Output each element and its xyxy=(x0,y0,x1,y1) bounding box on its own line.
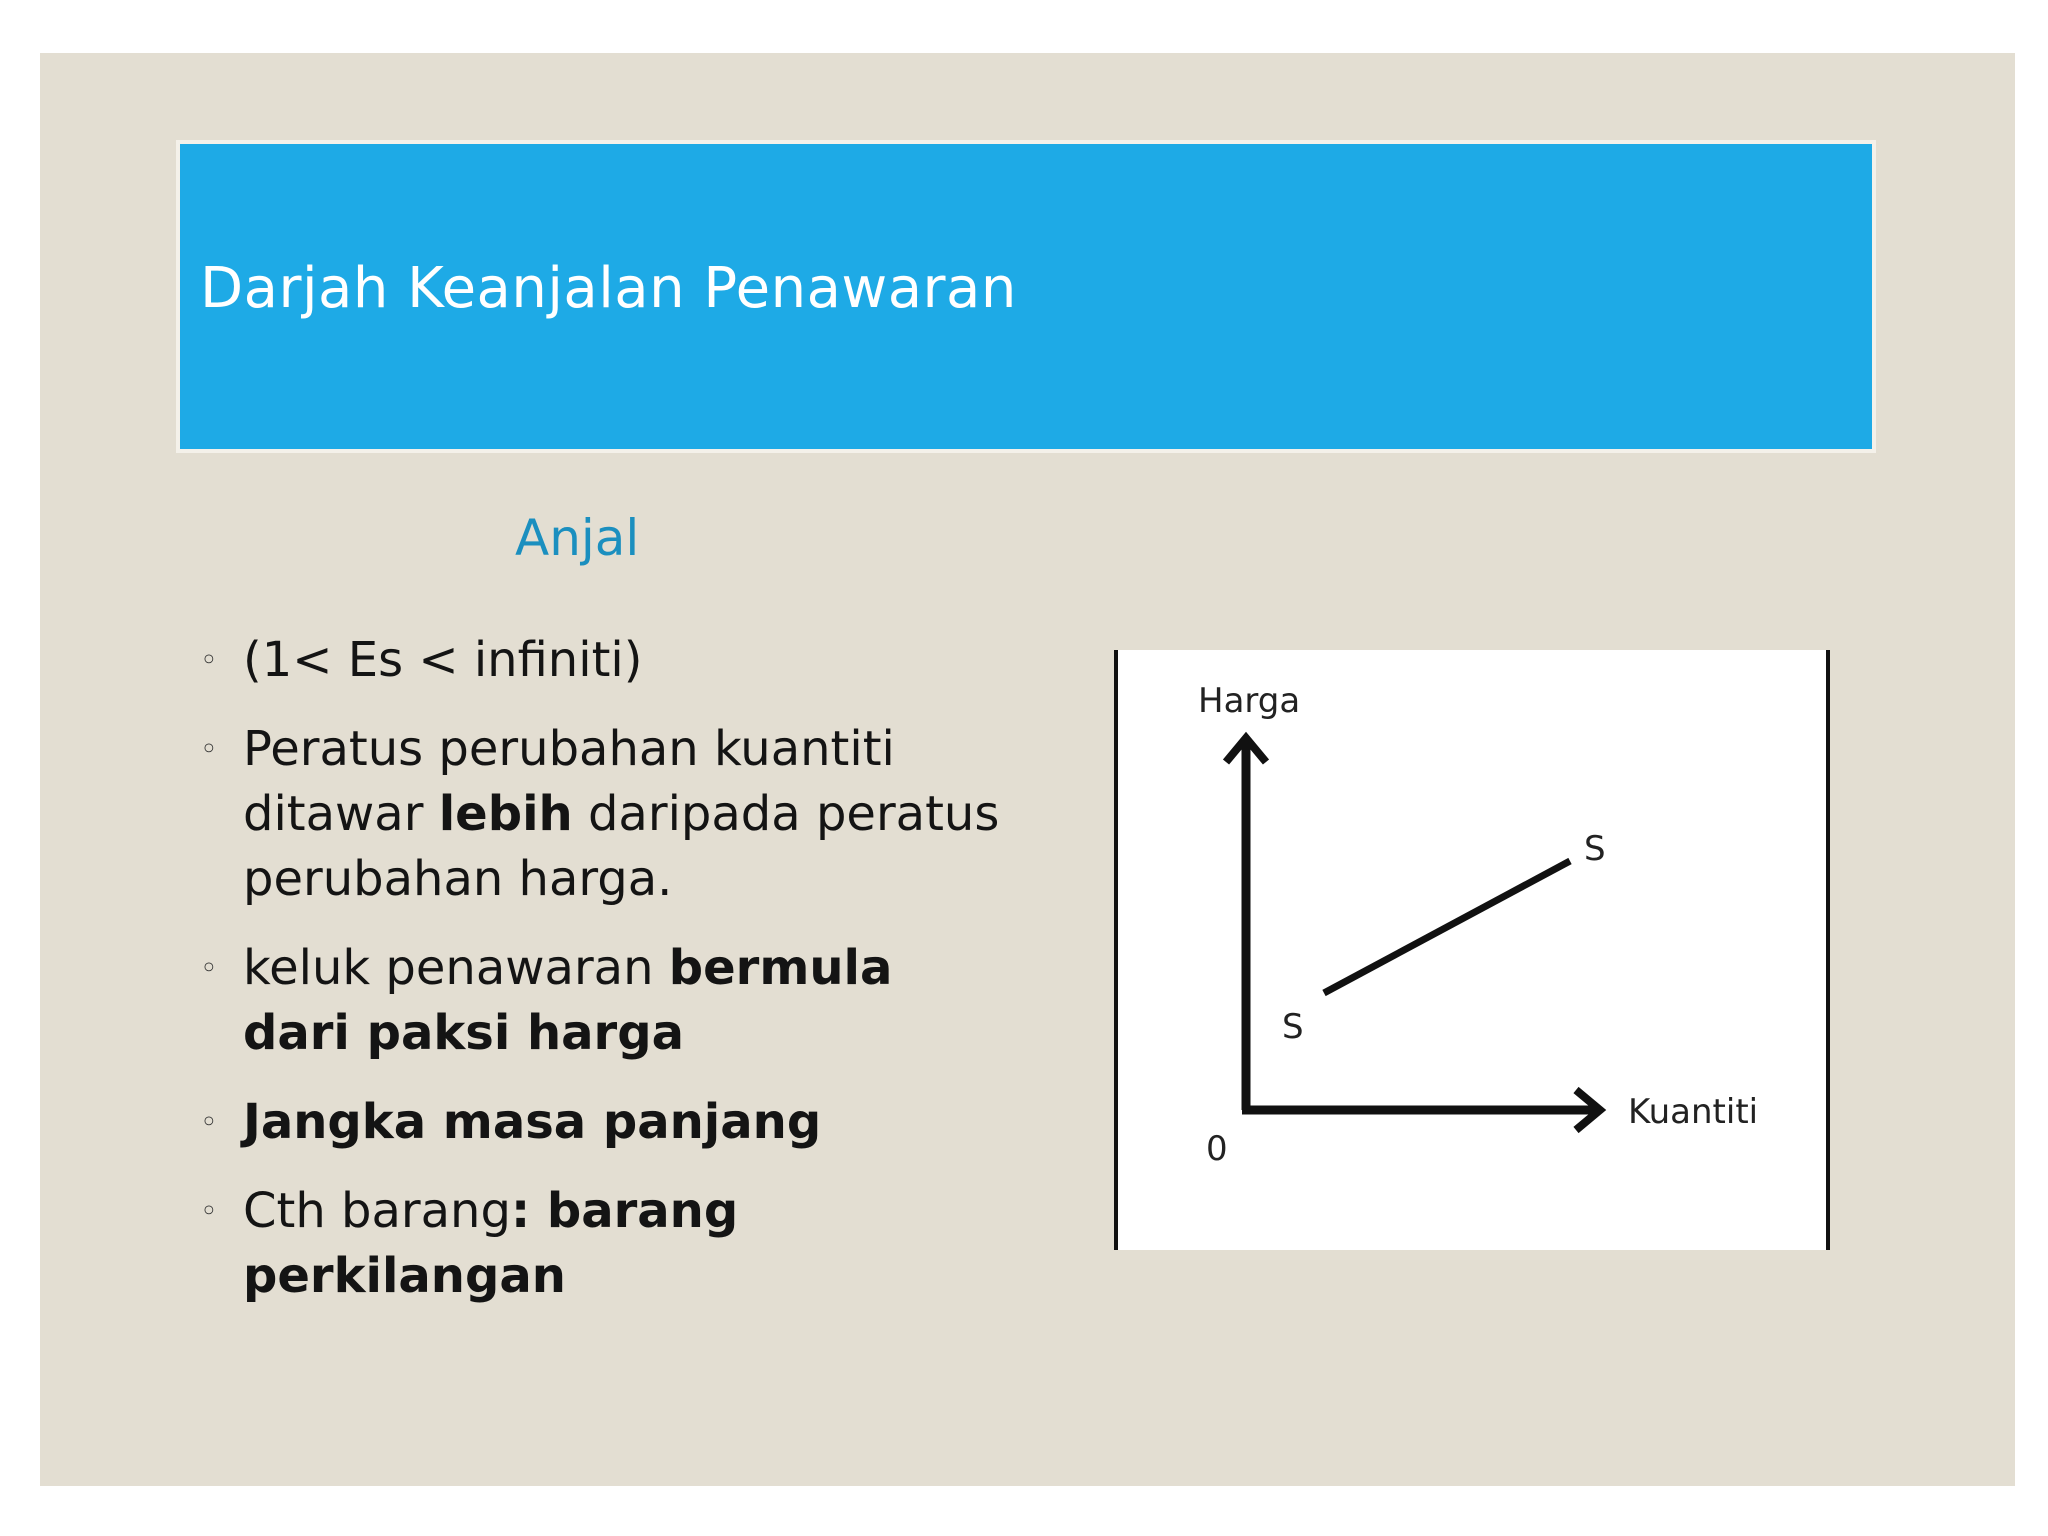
bullet-marker-icon: ◦ xyxy=(200,951,218,986)
bullet-text: keluk penawaran xyxy=(243,940,669,996)
title-bar xyxy=(180,144,1872,449)
bullet-item xyxy=(200,1179,1000,1309)
bullet-marker-icon: ◦ xyxy=(200,732,218,767)
y-axis-label: Harga xyxy=(1198,681,1301,721)
slide-title: Darjah Keanjalan Penawaran xyxy=(200,256,1017,321)
bullet-marker-icon: ◦ xyxy=(200,1105,218,1140)
bullet-item xyxy=(200,1090,1000,1155)
origin-label: 0 xyxy=(1206,1129,1228,1169)
curve-start-label: S xyxy=(1282,1007,1304,1047)
curve-end-label: S xyxy=(1584,829,1606,869)
slide xyxy=(40,53,2015,1486)
supply-curve-diagram xyxy=(1114,650,1830,1250)
bullet-text: (1< Es < infiniti) xyxy=(243,632,643,688)
supply-diagram-svg xyxy=(1118,650,1826,1250)
bullet-item xyxy=(200,628,1000,693)
bullet-item xyxy=(200,936,1000,1066)
bullet-text-bold: : barang perkilangan xyxy=(243,1183,739,1304)
bullet-item xyxy=(200,717,1000,912)
bullet-list xyxy=(200,628,1000,1333)
bullet-text-bold: bermula dari paksi harga xyxy=(243,940,893,1061)
bullet-marker-icon: ◦ xyxy=(200,643,218,678)
bullet-text-bold: Jangka masa panjang xyxy=(243,1094,822,1150)
bullet-text: Cth barang xyxy=(243,1183,511,1239)
x-axis-label: Kuantiti xyxy=(1628,1092,1759,1132)
bullet-marker-icon: ◦ xyxy=(200,1194,218,1229)
bullet-text: daripada peratus perubahan harga. xyxy=(243,786,1000,907)
supply-curve xyxy=(1324,861,1570,993)
bullet-text-bold: lebih xyxy=(438,786,573,842)
subheading: Anjal xyxy=(515,509,640,567)
bullet-text: Peratus perubahan kuantiti ditawar xyxy=(243,721,895,842)
